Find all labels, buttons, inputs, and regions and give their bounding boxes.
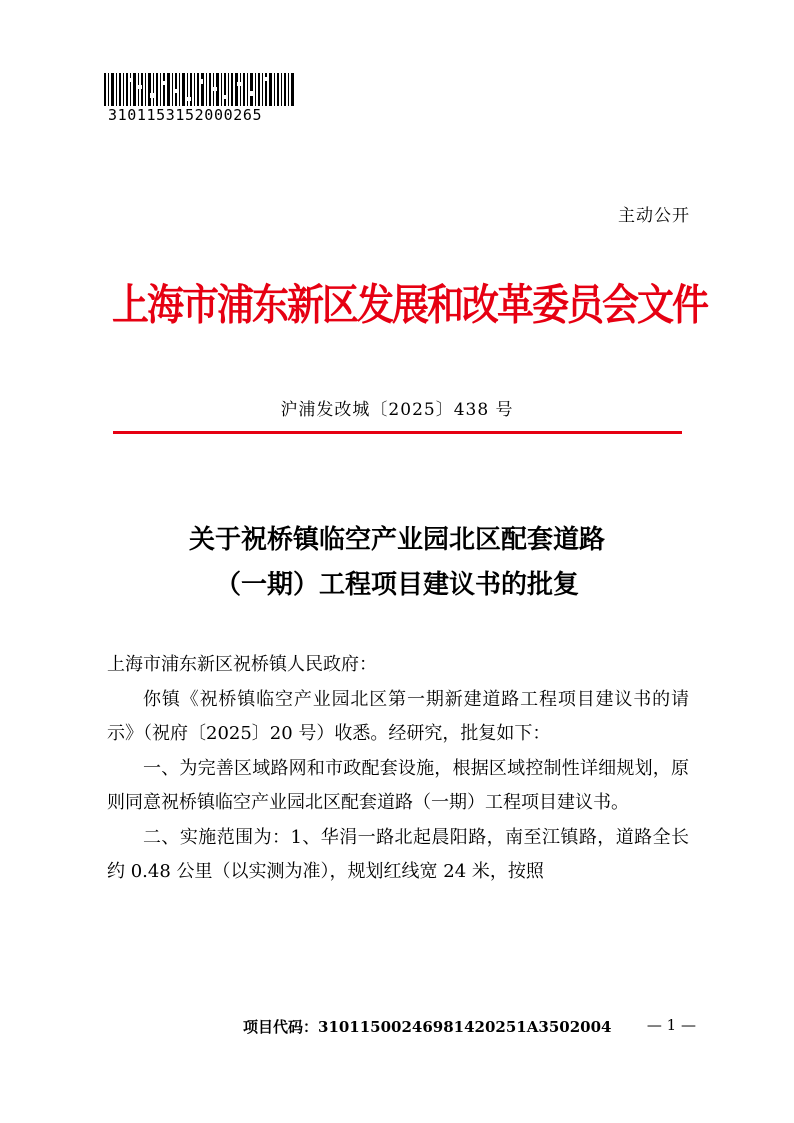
document-number: 沪浦发改城〔2025〕438 号 [280,400,514,420]
barcode [104,73,294,106]
page-number: — 1 — [646,1016,696,1034]
document-title-line-2: （一期）工程项目建议书的批复 [214,570,579,600]
barcode-number: 3101153152000265 [108,106,263,124]
disclosure-label: 主动公开 [618,206,690,226]
body-paragraph: 你镇《祝桥镇临空产业园北区第一期新建道路工程项目建议书的请示》（祝府〔2025〕20 号）收悉。经研究，批复如下： [107,688,689,744]
document-title-line-1: 关于祝桥镇临空产业园北区配套道路 [188,525,605,555]
document-title [0,518,794,608]
issuer-title: 上海市浦东新区发展和改革委员会文件 [112,279,707,330]
body-paragraph: 一、为完善区域路网和市政配套设施，根据区域控制性详细规划，原则同意祝桥镇临空产业园北区配套道路（一期）工程项目建议书。 [107,757,689,813]
red-divider-line [113,431,682,434]
document-body [107,648,689,890]
addressee: 上海市浦东新区祝桥镇人民政府： [107,654,377,675]
body-paragraph: 二、实施范围为：1、华涓一路北起晨阳路，南至江镇路，道路全长约 0.48 公里（以实测为准），规划红线宽 24 米，按照 [107,826,689,882]
project-code: 项目代码：31011500246981420251A3502004 [243,1018,612,1036]
